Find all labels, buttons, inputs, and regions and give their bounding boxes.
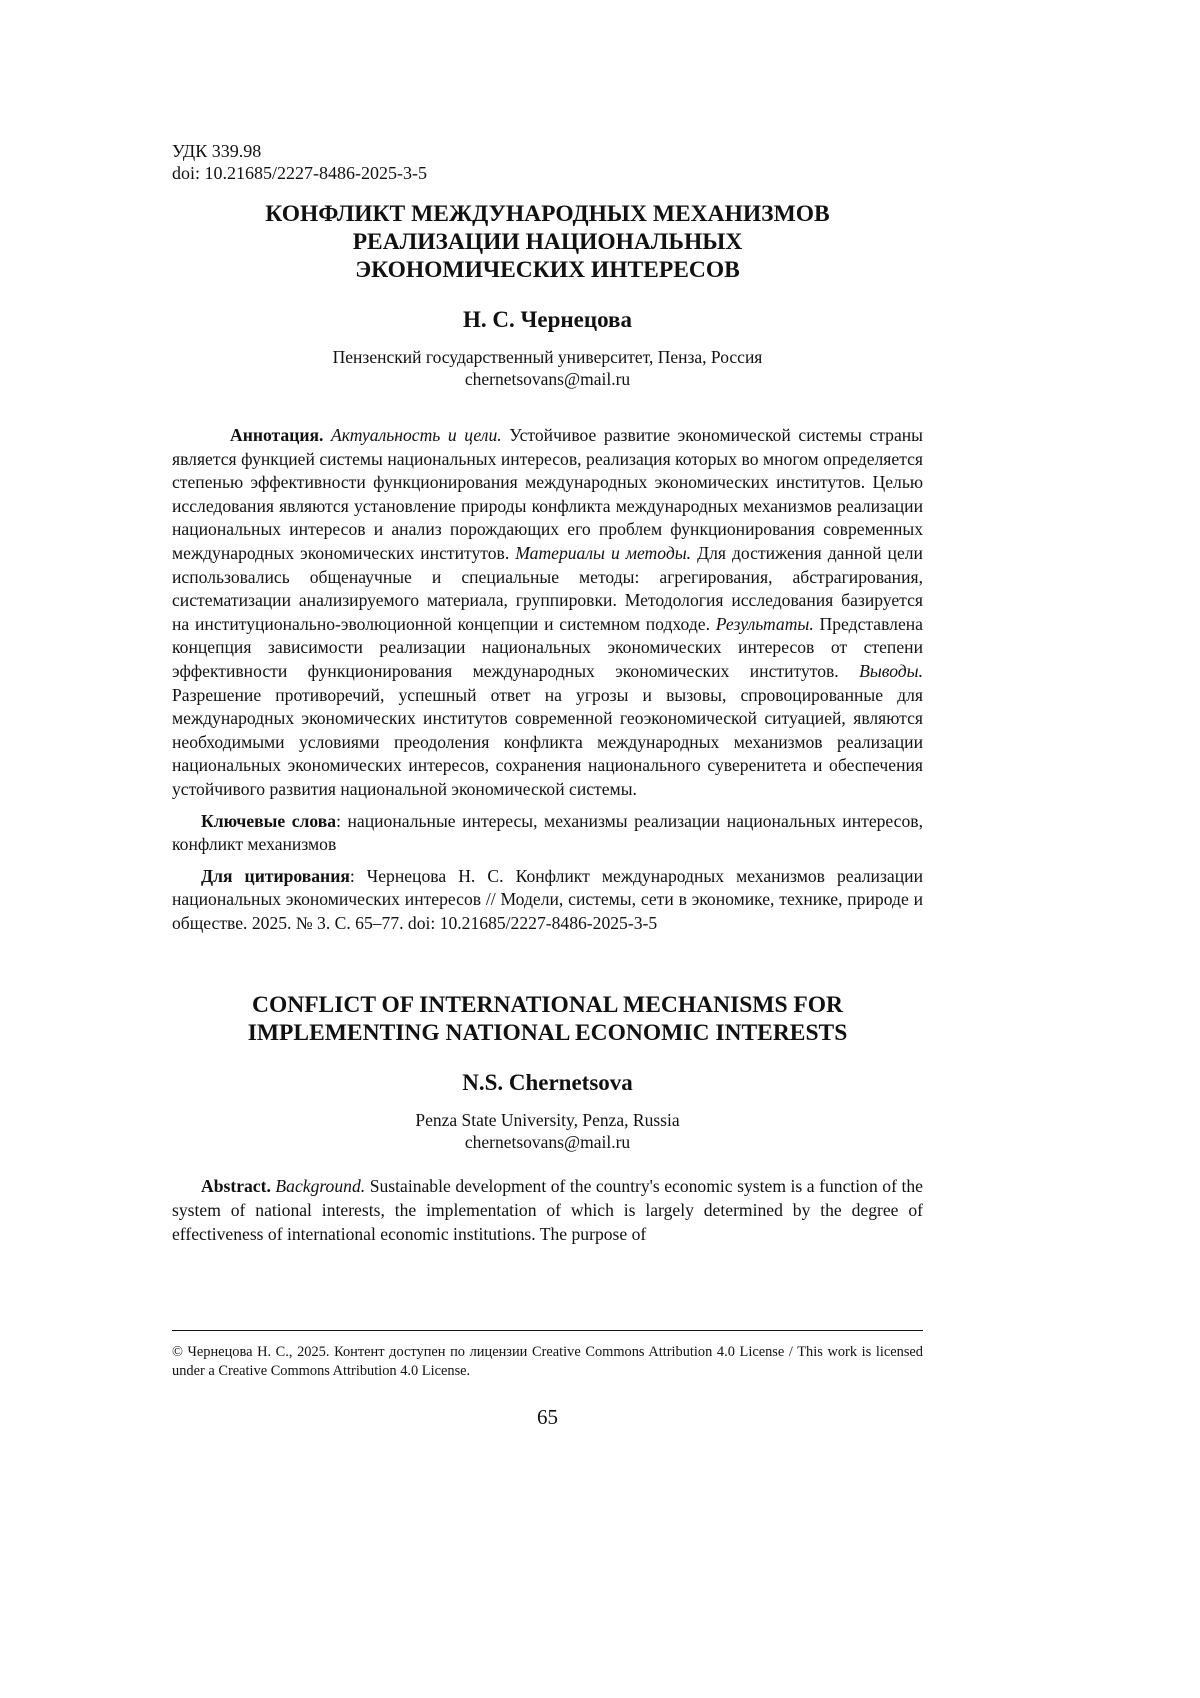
abstract-ru-results-label: Результаты. xyxy=(715,613,814,634)
title-en-line: IMPLEMENTING NATIONAL ECONOMIC INTERESTS xyxy=(247,1020,848,1047)
copyright-footnote: © Чернецова Н. С., 2025. Контент доступен по лицензии Creative Commons Attribution 4.0 License / This work is licensed under a Creative Commons Attribution 4.0 License. xyxy=(172,1344,923,1379)
abstract-ru-label: Аннотация. xyxy=(230,425,324,445)
abstract-ru-conclusions-label: Выводы. xyxy=(859,660,923,681)
abstract-ru-methods-label: Материалы и методы. xyxy=(515,542,692,563)
citation-ru xyxy=(172,865,923,936)
keywords-ru xyxy=(172,810,923,857)
title-en-line: CONFLICT OF INTERNATIONAL MECHANISMS FOR xyxy=(251,992,844,1019)
title-ru-line: КОНФЛИКТ МЕЖДУНАРОДНЫХ МЕХАНИЗМОВ xyxy=(265,201,830,227)
abstract-en-background-text: Sustainable development of the country's economic system is a function of the system of national interests, the implementation of which is largely determined by the degree of effectiveness of international economic institutions. The purpose of xyxy=(172,1176,923,1244)
abstract-ru-results-text: Представлена концепция зависимости реализации национальных экономических интересов от степени эффективности функционирования международных экономических институтов. xyxy=(172,613,923,681)
doi: doi: 10.21685/2227-8486-2025-3-5 xyxy=(172,163,427,183)
citation-ru-text: : Чернецова Н. С. Конфликт международных механизмов реализации национальных экономических интересов // Модели, системы, сети в экономике, технике, природе и обществе. 2025. № 3. С. 65–77. doi: 10.21685/2227-8486-2025-3-5 xyxy=(172,865,923,933)
article-page xyxy=(172,140,923,1246)
affiliation-ru: Пензенский государственный университет, Пенза, Россия xyxy=(332,347,763,367)
affiliation-en-block xyxy=(172,1109,923,1153)
abstract-ru-conclusions-text: Разрешение противоречий, успешный ответ на угрозы и вызовы, спровоцированные для международных экономических институтов современной геоэкономической ситуацией, являются необходимыми условиями преодоления конфликта международных механизмов реализации национальных экономических интересов, сохранения национального суверенитета и обеспечения устойчивого развития национальной экономической системы. xyxy=(172,684,923,799)
abstract-en-label: Abstract. xyxy=(201,1176,271,1197)
keywords-ru-label: Ключевые слова xyxy=(201,810,337,831)
abstract-ru-background-text: Устойчивое развитие экономической системы страны является функцией системы национальных интересов, реализация которых во многом определяется степенью эффективности функционирования международных экономических институтов. Целью исследования являются установление природы конфликта международных механизмов реализации национальных интересов и анализ порождающих его проблем функционирования современных международных экономических институтов. xyxy=(172,425,923,563)
title-ru-line: ЭКОНОМИЧЕСКИХ ИНТЕРЕСОВ xyxy=(355,257,740,283)
abstract-ru xyxy=(172,424,923,802)
abstract-en-background-label: Background. xyxy=(275,1176,366,1197)
udc-code: УДК 339.98 xyxy=(172,141,262,161)
citation-ru-label: Для цитирования xyxy=(201,865,350,886)
footnote-divider xyxy=(172,1330,923,1331)
page-number: 65 xyxy=(537,1405,558,1429)
email-en: chernetsovans@mail.ru xyxy=(464,1132,631,1153)
email-ru: chernetsovans@mail.ru xyxy=(464,369,631,389)
abstract-ru-background-label: Актуальность и цели. xyxy=(330,425,502,445)
author-ru: Н. С. Чернецова xyxy=(463,307,632,332)
author-en: N.S. Chernetsova xyxy=(462,1070,633,1096)
title-en xyxy=(172,991,923,1047)
title-ru-line: РЕАЛИЗАЦИИ НАЦИОНАЛЬНЫХ xyxy=(352,229,743,255)
article-meta xyxy=(172,140,923,184)
title-ru xyxy=(172,200,923,284)
abstract-ru-methods-text: Для достижения данной цели использовались общенаучные и специальные методы: агрегирования, абстрагирования, систематизации анализируемого материала, группировки. Методология исследования базируется на институционально-эволюционной концепции и системном подходе. xyxy=(172,542,923,634)
keywords-ru-text: : национальные интересы, механизмы реализации национальных интересов, конфликт механизмов xyxy=(172,810,923,855)
abstract-en xyxy=(172,1175,923,1246)
affiliation-ru-block xyxy=(172,346,923,390)
affiliation-en: Penza State University, Penza, Russia xyxy=(415,1110,680,1131)
